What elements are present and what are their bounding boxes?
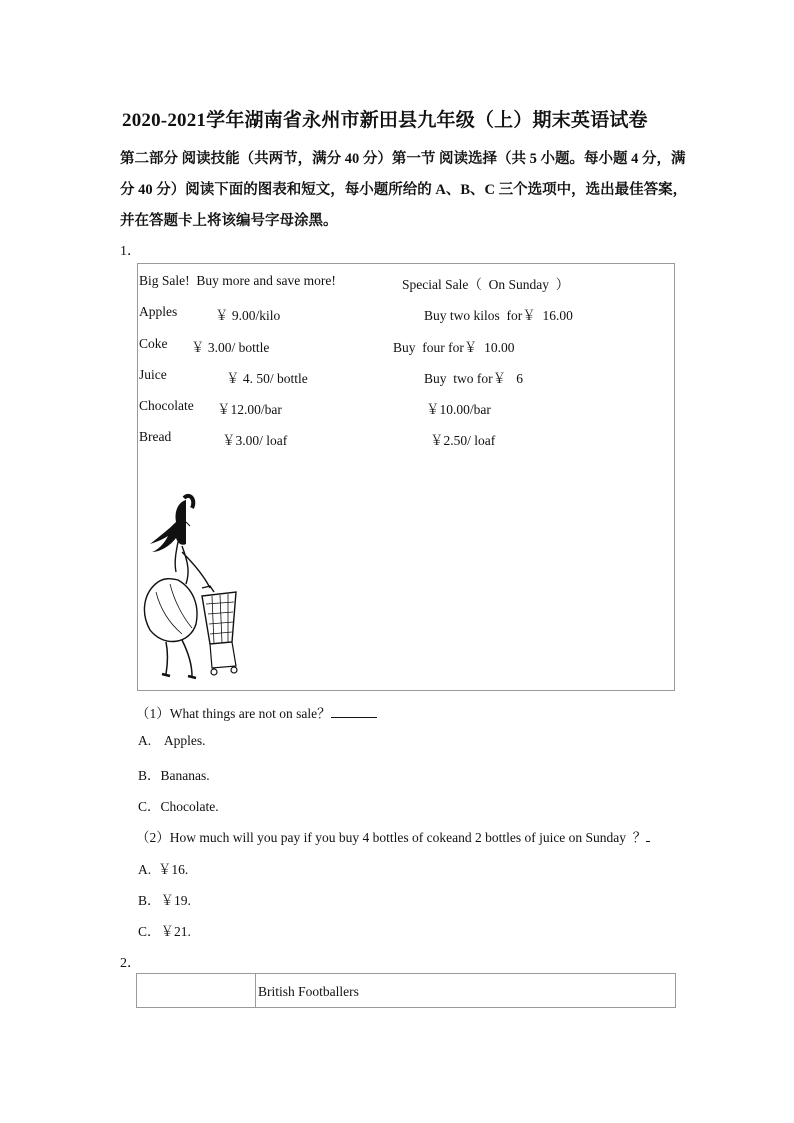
sale-notice-box (137, 263, 675, 691)
question-1-2-text: （2）How much will you pay if you buy 4 bottles of cokeand 2 bottles of juice on Sunday ？ (136, 830, 647, 845)
option-c[interactable]: C．Chocolate. (138, 799, 219, 814)
british-footballers-table (136, 973, 676, 1008)
big-sale-header: Big Sale! Buy more and save more! (139, 273, 336, 288)
sale-item-price: ￥ 4. 50/ bottle (226, 371, 308, 386)
sale-item-special: Buy two for￥ 6 (424, 371, 523, 386)
instruction-line-2: 分 40 分）阅读下面的图表和短文，每小题所给的 A、B、C 三个选项中，选出最佳答案， (120, 182, 688, 198)
option-a[interactable]: A. Apples. (138, 733, 206, 748)
sale-item-price: ￥ 3.00/ bottle (191, 340, 270, 355)
option-c[interactable]: C．￥21. (138, 924, 191, 939)
sale-item-special: ￥2.50/ loaf (430, 433, 496, 448)
shopping-woman-illustration-icon (138, 492, 248, 682)
sale-item-name: Apples (139, 304, 178, 319)
sale-item-name: Juice (139, 367, 167, 382)
sale-item-special: ￥10.00/bar (426, 402, 491, 417)
question-1-number: 1． (120, 244, 141, 259)
sale-item-name: Coke (139, 336, 168, 351)
question-1-1 (136, 702, 377, 722)
option-b[interactable]: B．Bananas. (138, 768, 210, 783)
option-a[interactable]: A. ￥16. (138, 862, 189, 877)
instruction-line-3: 并在答题卡上将该编号字母涂黑。 (120, 213, 338, 229)
question-1-1-text: （1）What things are not on sale？ (136, 706, 331, 721)
sale-item-price: ￥12.00/bar (217, 402, 282, 417)
special-sale-header: Special Sale（ On Sunday ） (402, 277, 570, 292)
table-header-cell: British Footballers (258, 984, 359, 999)
sale-item-price: ￥ 9.00/kilo (215, 308, 281, 323)
sale-item-price: ￥3.00/ loaf (222, 433, 288, 448)
option-b[interactable]: B．￥19. (138, 893, 191, 908)
question-1-2 (136, 826, 650, 846)
sale-item-special: Buy two kilos for￥ 16.00 (424, 308, 573, 323)
question-2-number: 2． (120, 956, 141, 971)
instruction-line-1: 第二部分 阅读技能（共两节，满分 40 分）第一节 阅读选择（共 5 小题。每小题 4 分，满 (120, 151, 686, 167)
sale-item-name: Bread (139, 429, 172, 444)
document-title: 2020-2021学年湖南省永州市新田县九年级（上）期末英语试卷 (122, 110, 648, 131)
answer-blank[interactable] (646, 829, 650, 842)
sale-item-special: Buy four for￥ 10.00 (393, 340, 515, 355)
answer-blank[interactable] (331, 705, 377, 718)
sale-item-name: Chocolate (139, 398, 194, 413)
table-divider (255, 974, 256, 1007)
